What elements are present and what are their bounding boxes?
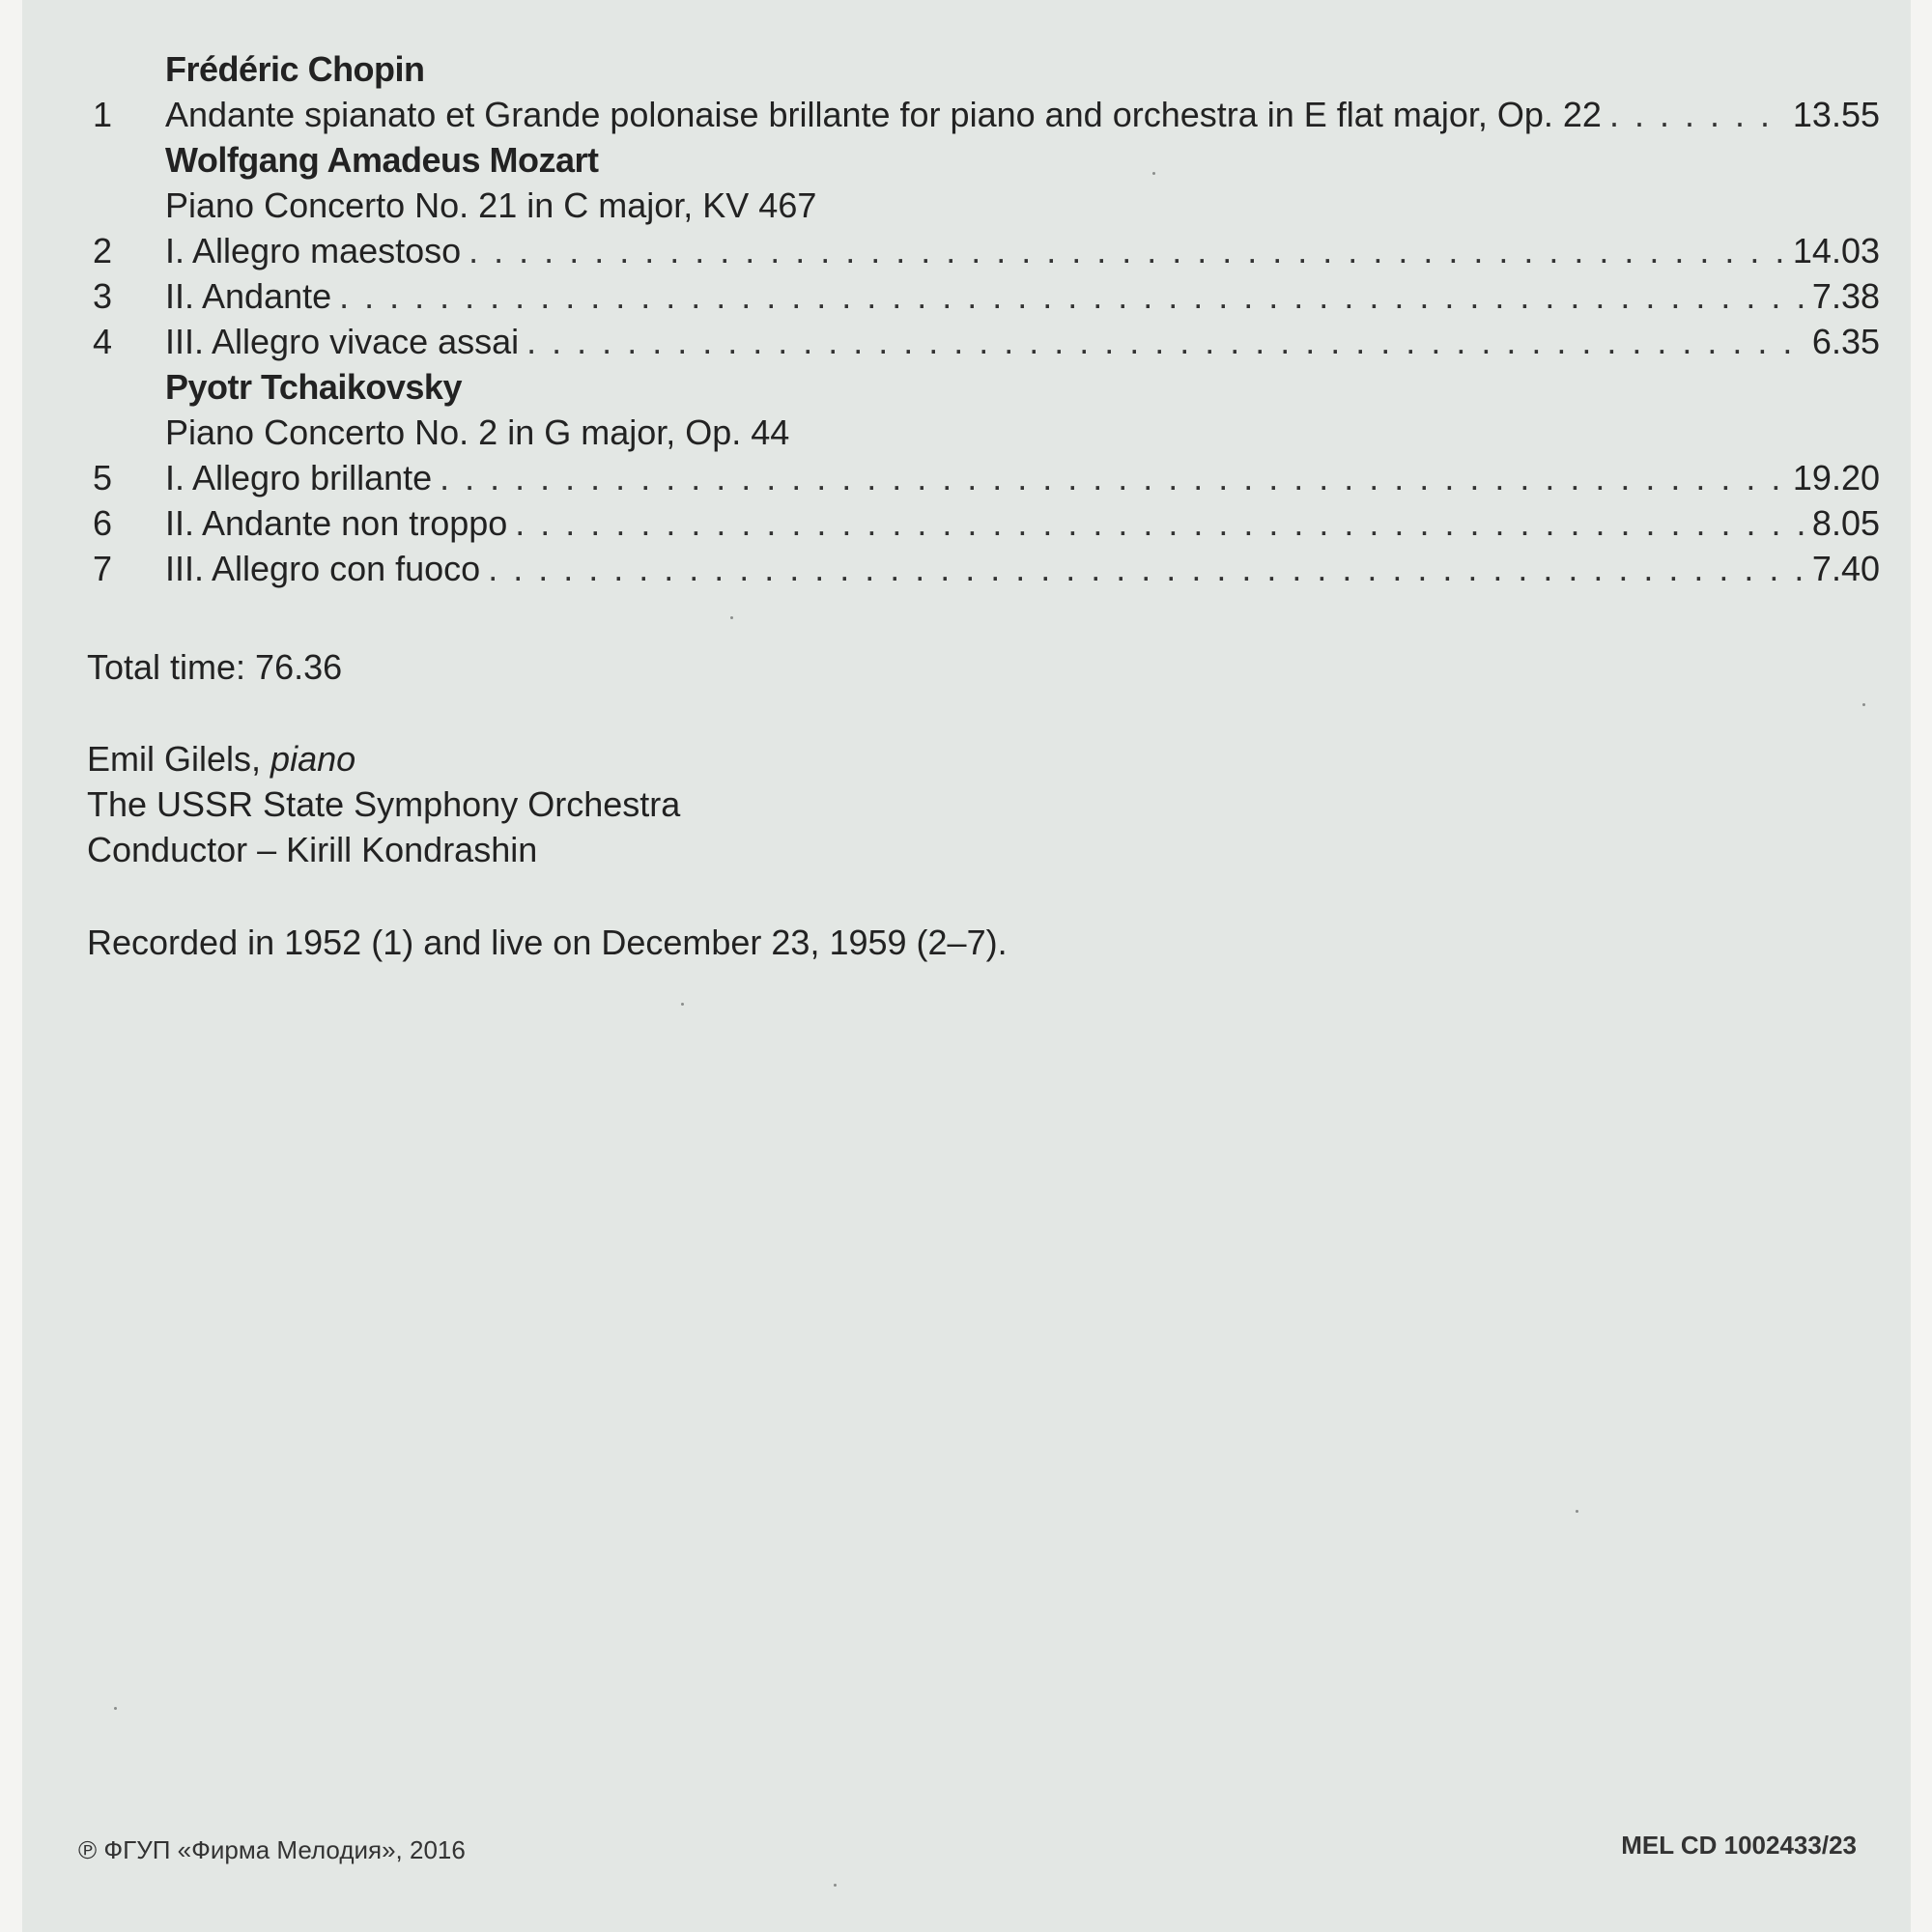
track-row: [85, 228, 1880, 273]
paper-speck: [1576, 1510, 1578, 1513]
track-row: [85, 273, 1880, 319]
track-duration: 6.35: [1811, 322, 1880, 361]
composer-heading: Frédéric Chopin: [165, 49, 425, 89]
booklet-back-page: [22, 0, 1911, 1932]
track-title: I. Allegro maestoso: [165, 231, 462, 270]
work-title: Piano Concerto No. 21 in C major, KV 467: [165, 185, 817, 225]
paper-speck: [681, 1003, 684, 1006]
track-title: II. Andante: [165, 276, 332, 316]
track-title: II. Andante non troppo: [165, 503, 508, 543]
copyright-notice: ℗ ФГУП «Фирма Мелодия», 2016: [78, 1835, 466, 1864]
track-title: Andante spianato et Grande polonaise brillante for piano and orchestra in E flat major, Op. 22: [165, 95, 1602, 134]
paper-speck: [730, 616, 733, 619]
orchestra-line: The USSR State Symphony Orchestra: [87, 784, 681, 824]
dot-leader: [488, 546, 1804, 591]
tracklist: [85, 46, 1880, 591]
composer-row: [85, 137, 1880, 183]
dot-leader: [469, 228, 1785, 273]
dot-leader: [526, 319, 1804, 364]
track-row: [85, 500, 1880, 546]
track-title: I. Allegro brillante: [165, 458, 433, 497]
composer-heading: Wolfgang Amadeus Mozart: [165, 140, 599, 180]
track-title: III. Allegro con fuoco: [165, 549, 481, 588]
paper-speck: [1152, 172, 1155, 175]
track-number: 5: [93, 458, 113, 497]
work-row: [85, 183, 1880, 228]
paper-speck: [834, 1884, 837, 1887]
track-row: [85, 319, 1880, 364]
track-number: 3: [93, 276, 113, 316]
catalog-number: MEL CD 1002433/23: [1621, 1831, 1857, 1860]
dot-leader: [515, 500, 1804, 546]
dot-leader: [339, 273, 1804, 319]
dot-leader: [1609, 92, 1785, 137]
track-duration: 8.05: [1811, 503, 1880, 543]
composer-heading: Pyotr Tchaikovsky: [165, 367, 462, 407]
work-row: [85, 410, 1880, 455]
composer-row: [85, 46, 1880, 92]
track-number: 2: [93, 231, 113, 270]
performers: [87, 736, 680, 872]
paper-speck: [1862, 703, 1865, 706]
paper-speck: [114, 1707, 117, 1710]
track-duration: 19.20: [1792, 458, 1880, 497]
track-row: [85, 546, 1880, 591]
track-duration: 7.40: [1811, 549, 1880, 588]
composer-row: [85, 364, 1880, 410]
track-number: 1: [93, 95, 113, 134]
track-row: [85, 92, 1880, 137]
track-duration: 13.55: [1792, 95, 1880, 134]
track-duration: 14.03: [1792, 231, 1880, 270]
work-title: Piano Concerto No. 2 in G major, Op. 44: [165, 412, 790, 452]
track-row: [85, 455, 1880, 500]
conductor-line: Conductor – Kirill Kondrashin: [87, 830, 538, 869]
dot-leader: [440, 455, 1785, 500]
track-duration: 7.38: [1811, 276, 1880, 316]
soloist-name: Emil Gilels,: [87, 739, 262, 779]
track-number: 6: [93, 503, 113, 543]
recording-note: Recorded in 1952 (1) and live on December 23, 1959 (2–7).: [87, 923, 1008, 962]
track-title: III. Allegro vivace assai: [165, 322, 520, 361]
track-number: 4: [93, 322, 113, 361]
total-time: Total time: 76.36: [87, 647, 343, 687]
soloist-instrument: piano: [270, 739, 356, 779]
soloist-line: [87, 736, 680, 781]
track-number: 7: [93, 549, 113, 588]
